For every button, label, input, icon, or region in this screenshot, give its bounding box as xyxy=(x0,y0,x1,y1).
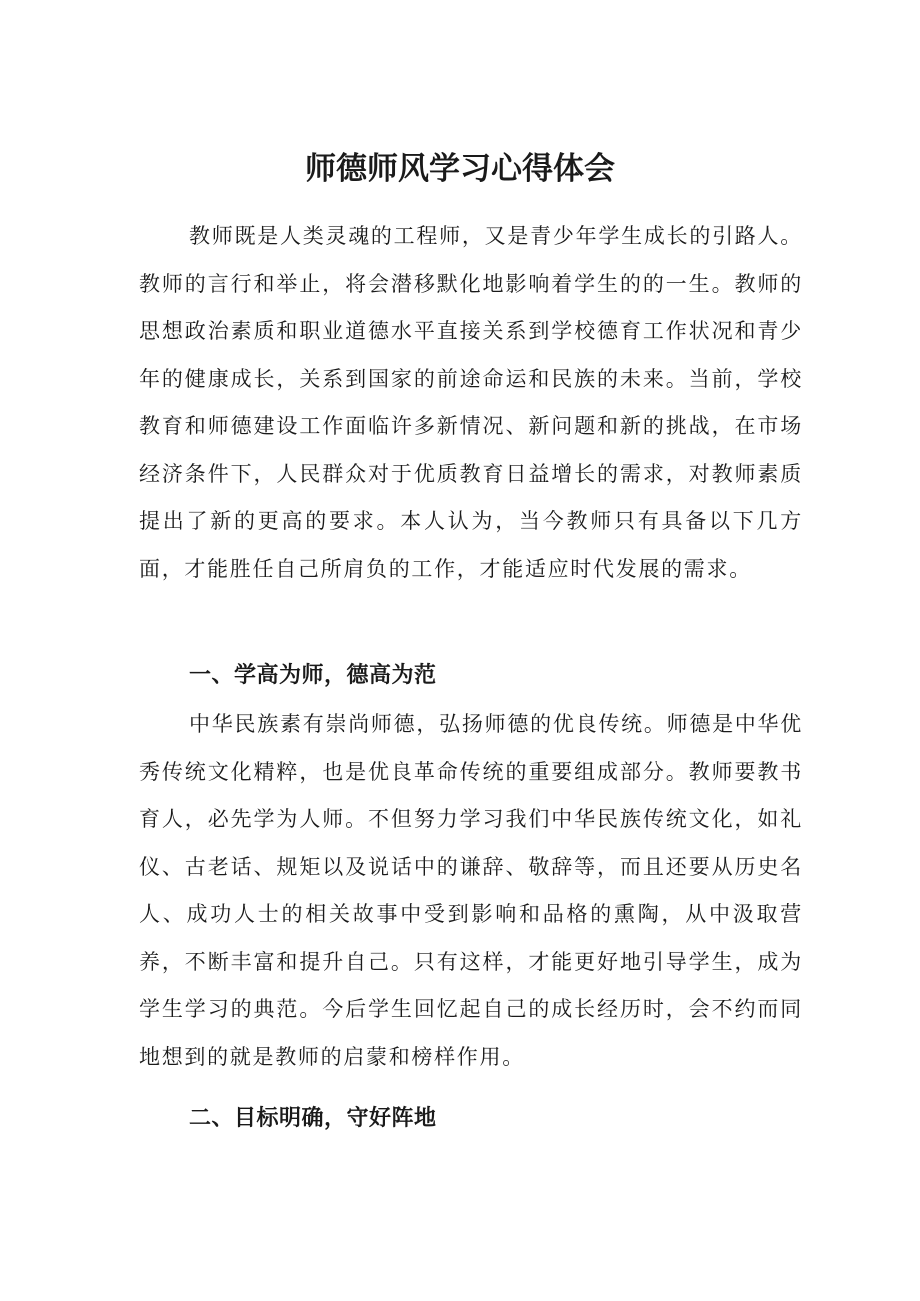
paragraph-section-1: 中华民族素有崇尚师德，弘扬师德的优良传统。师德是中华优秀传统文化精粹，也是优良革命传统的重要组成部分。教师要教书育人，必先学为人师。不但努力学习我们中华民族传统文化，如礼仪、古老话、规矩以及说话中的谦辞、敬辞等，而且还要从历史名人、成功人士的相关故事中受到影响和品格的熏陶，从中汲取营养，不断丰富和提升自己。只有这样，才能更好地引导学生，成为学生学习的典范。今后学生回忆起自己的成长经历时，会不约而同地想到的就是教师的启蒙和榜样作用。 xyxy=(139,712,803,1069)
document-title: 师德师风学习心得体会 xyxy=(305,150,615,187)
section-heading-1: 一、学高为师，德高为范 xyxy=(189,663,437,688)
section-heading-2: 二、目标明确，守好阵地 xyxy=(189,1106,437,1131)
paragraph-intro: 教师既是人类灵魂的工程师，又是青少年学生成长的引路人。教师的言行和举止，将会潜移默化地影响着学生的的一生。教师的思想政治素质和职业道德水平直接关系到学校德育工作状况和青少年的健康成长，关系到国家的前途命运和民族的未来。当前，学校教育和师德建设工作面临许多新情况、新问题和新的挑战，在市场经济条件下，人民群众对于优质教育日益增长的需求，对教师素质提出了新的更高的要求。本人认为，当今教师只有具备以下几方面，才能胜任自己所肩负的工作，才能适应时代发展的需求。 xyxy=(139,224,803,581)
